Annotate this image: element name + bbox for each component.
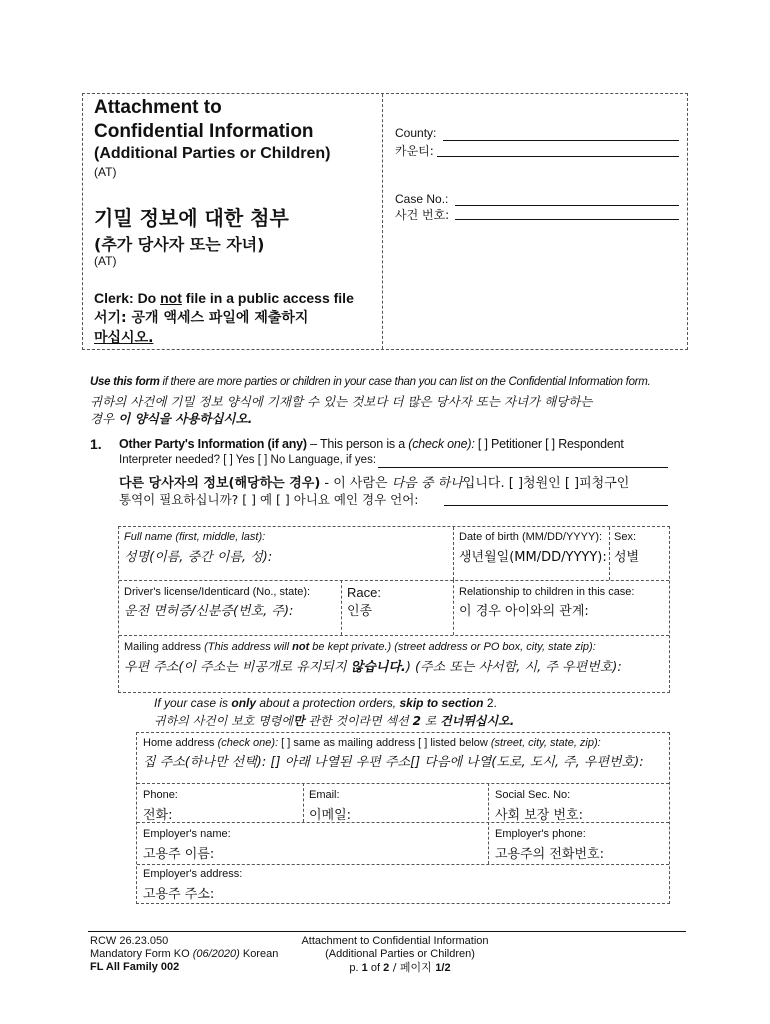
kor-interpreter: 통역이 필요하십니까? [ ] 예 [ ] 아니요 예인 경우 언어:	[119, 492, 419, 507]
footer-left	[90, 935, 278, 974]
county-field[interactable]	[443, 127, 679, 141]
section-1-check: (check one):	[408, 437, 475, 451]
title-line-2: Confidential Information	[94, 121, 314, 142]
mailing-not: not	[292, 641, 310, 653]
home-a: Home address	[143, 737, 218, 749]
mailing-a: Mailing address	[124, 641, 205, 653]
clerk-not: not	[160, 290, 182, 306]
section-1-roles: [ ] Petitioner [ ] Respondent	[474, 437, 624, 451]
relationship-kor: 이 경우 아이와의 관계:	[459, 604, 589, 619]
case-kor-field[interactable]	[455, 207, 679, 220]
county-label: County:	[395, 126, 437, 140]
mailing-kor-b: 않습니다.	[350, 660, 406, 675]
county-row	[395, 126, 436, 140]
employer-address-label: Employer's address:	[143, 868, 243, 880]
full-name-text: Full name (first, middle, last):	[124, 531, 266, 543]
col-divider-b	[609, 527, 610, 580]
skip-kor-a: 귀하의 사건이 보호 명령에	[154, 714, 293, 728]
race-kor: 인종	[347, 604, 373, 619]
kor-title: 기밀 정보에 대한 첨부	[94, 206, 289, 230]
kor-language-field[interactable]	[444, 491, 668, 506]
employer-phone-kor: 고용주의 전화번호:	[495, 847, 604, 862]
home-check: (check one):	[217, 737, 279, 749]
mailing-kor	[124, 656, 622, 675]
mailing-c: be kept private.) (street address or PO box, city, state zip):	[309, 641, 596, 653]
footer-page	[300, 961, 500, 975]
col-divider-c	[341, 580, 342, 635]
t2-col-divider-a	[303, 783, 304, 822]
home-c: (street, city, state, zip):	[490, 737, 601, 749]
mandatory-a: Mandatory Form KO	[90, 948, 193, 960]
section-1-rest: – This person is a	[306, 437, 409, 451]
page-kor: / 페이지	[389, 961, 436, 974]
skip-kor-skip: 건너뛰십시오.	[440, 714, 515, 728]
title-line-1: Attachment to	[94, 97, 222, 118]
kor-clerk-line-2: 마십시오.	[94, 330, 154, 346]
kor-clerk-notice	[94, 308, 308, 348]
mailing-b: (This address will	[204, 641, 293, 653]
clerk-notice	[94, 290, 354, 307]
mailing-label	[124, 641, 596, 654]
t2-col-divider-b	[488, 783, 489, 864]
form-subtitle: (Additional Parties or Children)	[94, 145, 331, 162]
intro-kor-1: 귀하의 사건에 기밀 정보 양식에 기재할 수 있는 것보다 더 많은 당사자 또는 자녀가 해당하는	[90, 394, 593, 409]
skip-to: skip to section	[399, 696, 484, 710]
skip-a: If your case is	[154, 696, 232, 710]
intro-rest: if there are more parties or children in your case than you can list on the Confidential Information form.	[159, 376, 651, 388]
form-title	[94, 96, 314, 144]
language-field[interactable]	[378, 454, 668, 468]
footer-center-2: (Additional Parties or Children)	[325, 948, 475, 960]
kor-check: 다음 중 하나	[391, 476, 463, 491]
county-kor-field[interactable]	[437, 143, 679, 157]
relationship-label: Relationship to children in this case:	[459, 586, 635, 598]
employer-address-kor: 고용주 주소:	[143, 887, 215, 902]
case-label: Case No.:	[395, 192, 449, 206]
email-kor: 이메일:	[309, 808, 352, 823]
t2-row-divider-1	[137, 783, 669, 784]
page-b: of	[367, 962, 384, 974]
intro-kor-2	[90, 409, 252, 427]
footer-mandatory	[90, 948, 278, 961]
ssn-kor: 사회 보장 번호:	[495, 808, 583, 823]
kor-heading-rest: - 이 사람은	[320, 476, 392, 491]
form-code: (AT)	[94, 165, 117, 179]
skip-b: about a protection orders,	[256, 696, 400, 710]
skip-kor	[154, 712, 514, 729]
employer-name-kor: 고용주 이름:	[143, 847, 215, 862]
license-kor: 운전 면허증/신분증(번호, 주):	[124, 604, 294, 619]
col-divider-d	[453, 580, 454, 635]
skip-kor-only: 만	[292, 714, 305, 728]
skip-kor-c: 로	[420, 714, 441, 728]
intro-text	[90, 376, 650, 388]
skip-note	[154, 696, 497, 710]
sex-label: Sex:	[614, 531, 637, 543]
home-b: [ ] same as mailing address [ ] listed below	[278, 737, 491, 749]
full-name-kor: 성명(이름, 중간 이름, 성):	[124, 550, 273, 565]
section-1-title: Other Party's Information (if any)	[119, 437, 307, 451]
row-divider-1	[119, 580, 669, 581]
mandatory-b: Korean	[239, 948, 279, 960]
kor-heading-bold: 다른 당사자의 정보(해당하는 경우)	[119, 476, 321, 491]
col-divider-a	[453, 527, 454, 580]
section-1-heading	[119, 437, 624, 451]
skip-kor-b: 관한 것이라면 섹션	[304, 714, 413, 728]
footer-rule	[88, 931, 686, 932]
case-field[interactable]	[455, 193, 679, 206]
clerk-suffix: file in a public access file	[181, 290, 354, 306]
footer-rcw: RCW 26.23.050	[90, 935, 169, 947]
page-num: 1	[361, 962, 368, 974]
mailing-kor-c: ) (주소 또는 사서함, 시, 주 우편번호):	[405, 660, 622, 675]
page-a: p.	[349, 962, 362, 974]
dob-kor: 생년월일(MM/DD/YYYY):	[459, 550, 607, 565]
phone-kor: 전화:	[143, 808, 173, 823]
clerk-prefix: Clerk: Do	[94, 290, 161, 306]
home-kor: 집 주소(하나만 선택): [] 아래 나열된 우편 주소[] 다음에 나열(도로, 도시, 주, 우편번호):	[143, 755, 644, 770]
home-address-label	[143, 737, 601, 750]
skip-kor-num: 2	[412, 714, 421, 728]
footer-form-id: FL All Family 002	[90, 961, 180, 973]
section-1-kor-heading	[119, 472, 629, 491]
intro-bold: Use this form	[90, 376, 160, 388]
footer-center-1: Attachment to Confidential Information	[301, 935, 489, 947]
kor-subtitle: (추가 당사자 또는 자녀)	[94, 235, 265, 254]
row-divider-2	[119, 635, 669, 636]
t2-row-divider-2	[137, 822, 669, 823]
case-kor-label: 사건 번호:	[395, 208, 450, 222]
full-name-label	[124, 531, 265, 544]
skip-num: 2.	[483, 696, 497, 710]
section-1-number: 1.	[90, 436, 102, 452]
employer-phone-label: Employer's phone:	[495, 828, 586, 840]
kor-roles: 입니다. [ ]청원인 [ ]피청구인	[462, 476, 630, 491]
intro-kor-2a: 경우	[90, 411, 119, 426]
form-code-2: (AT)	[94, 254, 117, 268]
mandatory-date: (06/2020)	[192, 948, 240, 960]
page-total: 2	[383, 962, 390, 974]
intro-kor-2b: 이 양식을 사용하십시오.	[118, 411, 253, 426]
employer-name-label: Employer's name:	[143, 828, 231, 840]
skip-only: only	[231, 696, 257, 710]
race-label: Race:	[347, 585, 381, 600]
license-label: Driver's license/Identicard (No., state):	[124, 586, 311, 598]
phone-label: Phone:	[143, 789, 178, 801]
dob-label: Date of birth (MM/DD/YYYY):	[459, 531, 603, 543]
interpreter-line: Interpreter needed? [ ] Yes [ ] No Language, if yes:	[119, 454, 377, 466]
email-label: Email:	[309, 789, 340, 801]
sex-kor: 성별	[614, 550, 640, 565]
footer-center	[300, 935, 500, 975]
page-kor-num: 1/2	[435, 962, 451, 974]
kor-clerk-line-1: 서기: 공개 액세스 파일에 제출하지	[94, 310, 309, 326]
mailing-kor-a: 우편 주소(이 주소는 비공개로 유지되지	[124, 660, 351, 675]
county-kor-label: 카운티:	[395, 144, 434, 158]
t2-row-divider-3	[137, 864, 669, 865]
ssn-label: Social Sec. No:	[495, 789, 571, 801]
